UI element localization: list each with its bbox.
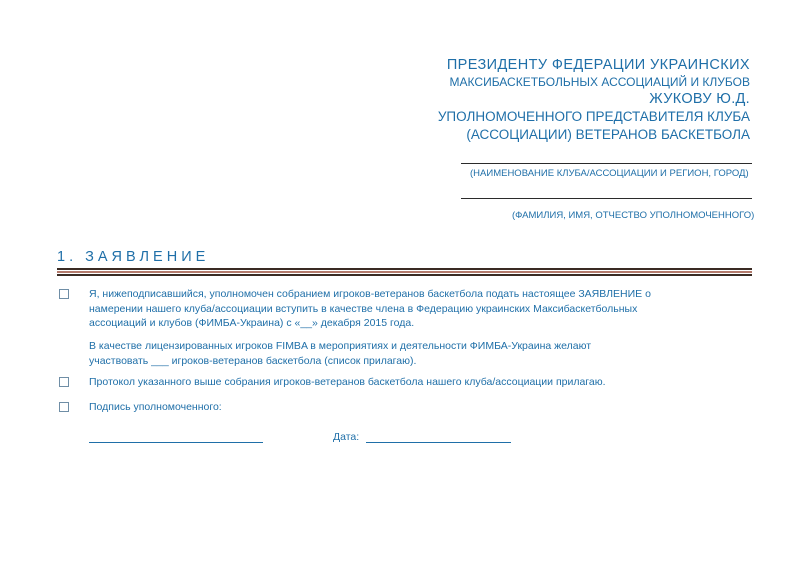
representative-name-caption: (ФАМИЛИЯ, ИМЯ, ОТЧЕСТВО УПОЛНОМОЧЕННОГО)	[512, 210, 755, 221]
statement-line: Я, нижеподписавшийся, уполномочен собранием игроков-ветеранов баскетбола подать настоящее ЗАЯВЛЕНИЕ о	[89, 288, 651, 300]
club-name-field-line[interactable]	[461, 163, 752, 164]
representative-name-field-line[interactable]	[461, 198, 752, 199]
date-field-line[interactable]	[366, 442, 511, 443]
addressee-line-president: ПРЕЗИДЕНТУ ФЕДЕРАЦИИ УКРАИНСКИХ	[446, 57, 750, 73]
addressee-line-representative: УПОЛНОМОЧЕННОГО ПРЕДСТАВИТЕЛЯ КЛУБА	[437, 109, 750, 124]
addressee-block	[390, 57, 750, 144]
licensed-players-line: участвовать ___ игроков-ветеранов баскетбола (список прилагаю).	[89, 354, 417, 367]
signature-checkbox[interactable]	[59, 402, 69, 412]
statement-paragraph	[89, 287, 651, 331]
signature-field-line[interactable]	[89, 442, 263, 443]
signature-label: Подпись уполномоченного:	[89, 401, 222, 413]
statement-line: ассоциаций и клубов (ФИМБА-Украина) с «__» декабря 2015 года.	[89, 317, 415, 329]
addressee-line-federation: МАКСИБАСКЕТБОЛЬНЫХ АССОЦИАЦИЙ И КЛУБОВ	[449, 75, 750, 89]
date-label: Дата:	[333, 431, 360, 443]
licensed-players-line: В качестве лицензированных игроков FIMBA в мероприятиях и деятельности ФИМБА-Украина желают	[89, 340, 592, 352]
section-rule-bottom	[57, 274, 752, 276]
licensed-players-paragraph	[89, 339, 591, 368]
addressee-line-association: (АССОЦИАЦИИ) ВЕТЕРАНОВ БАСКЕТБОЛА	[466, 127, 750, 142]
protocol-text: Протокол указанного выше собрания игроков-ветеранов баскетбола нашего клуба/ассоциации прилагаю.	[89, 376, 606, 388]
club-name-caption: (НАИМЕНОВАНИЕ КЛУБА/АССОЦИАЦИИ И РЕГИОН, ГОРОД)	[470, 168, 749, 179]
section-rule-top	[57, 268, 752, 270]
section-rule-middle	[57, 271, 752, 273]
statement-line: намерении нашего клуба/ассоциации вступить в качестве члена в Федерацию украинских Максибаскетбольных	[89, 302, 638, 315]
addressee-line-name: ЖУКОВУ Ю.Д.	[649, 91, 750, 107]
section-title: 1. ЗАЯВЛЕНИЕ	[57, 249, 210, 265]
statement-checkbox[interactable]	[59, 289, 69, 299]
protocol-checkbox[interactable]	[59, 377, 69, 387]
